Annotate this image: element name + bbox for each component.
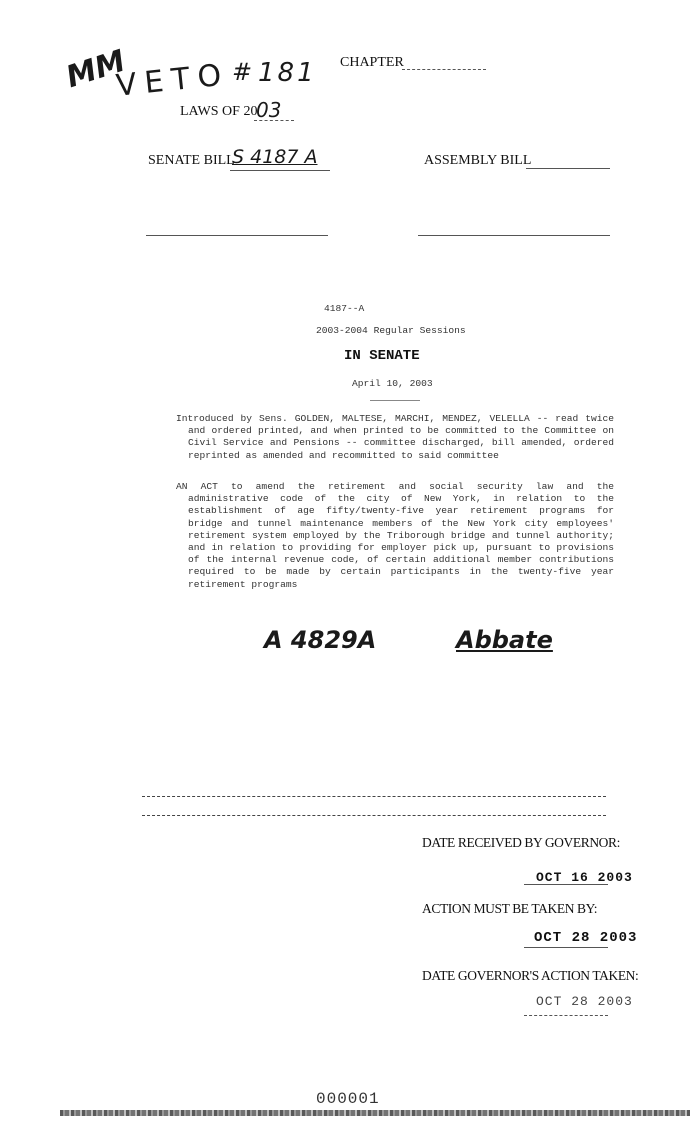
sponsor-note-handwritten: Abbate [456,626,553,654]
veto-initials: MM [62,43,130,96]
action-taken-date-line [524,1015,608,1016]
introduction-date: April 10, 2003 [352,378,433,389]
senate-bill-label: SENATE BILL [148,153,235,168]
chapter-blank [402,69,486,70]
bill-number: 4187--A [324,303,365,314]
deadline-date-line [524,947,608,948]
assembly-bill-label: ASSEMBLY BILL [424,153,532,168]
assembly-sponsor-line [418,235,610,236]
veto-label: VETO [114,57,231,104]
date-underline [370,400,420,401]
laws-label: LAWS OF 20 [180,104,258,119]
assembly-bill-blank [526,168,610,169]
divider-bottom [142,815,606,816]
divider-top [142,796,606,797]
session-label: 2003-2004 Regular Sessions [316,325,466,336]
chapter-label: CHAPTER [340,55,404,70]
act-text: AN ACT to amend the retirement and social security law and the administrative code of the city of New York, in relation to the establishment of age fifty/twenty-five year retirement programs for bridge and tunnel maintenance members of the New York city employees' retirement system employed by the Triborough bridge and tunnel authority; and in relation to providing for employer pick up, pursuant to provisions of the internal revenue code, of certain additional member contributions required to be made by certain participants in the twenty-five year retirement programs [176,481,620,590]
action-taken-date-stamp: OCT 28 2003 [536,994,633,1009]
senate-bill-value: S 4187 A [232,146,318,168]
introduced-text: Introduced by Sens. GOLDEN, MALTESE, MARCHI, MENDEZ, VELELLA -- read twice and ordered printed, and when printed to be committed to the Committee on Civil Service and Pensions -- committee discharged, bill amended, ordered reprinted as amended and recommitted to said committee [176,413,620,461]
scan-edge-artifact [60,1110,690,1116]
action-taken-label: DATE GOVERNOR'S ACTION TAKEN: [422,968,639,983]
veto-number: 181 [258,58,317,88]
laws-year: 03 [256,98,282,122]
laws-blank [254,120,294,121]
act-paragraph [176,481,620,591]
senate-bill-blank [230,170,330,171]
deadline-date-stamp: OCT 28 2003 [534,930,638,946]
veto-hash: # [232,58,253,86]
house-heading: IN SENATE [344,348,420,364]
received-date-line [524,884,608,885]
senate-sponsor-line [146,235,328,236]
page-number: 000001 [316,1090,380,1108]
introduced-paragraph [176,413,620,462]
assembly-reference-handwritten: A 4829A [264,626,377,654]
deadline-label: ACTION MUST BE TAKEN BY: [422,901,598,916]
received-date-stamp: OCT 16 2003 [536,870,633,885]
received-label: DATE RECEIVED BY GOVERNOR: [422,835,620,850]
